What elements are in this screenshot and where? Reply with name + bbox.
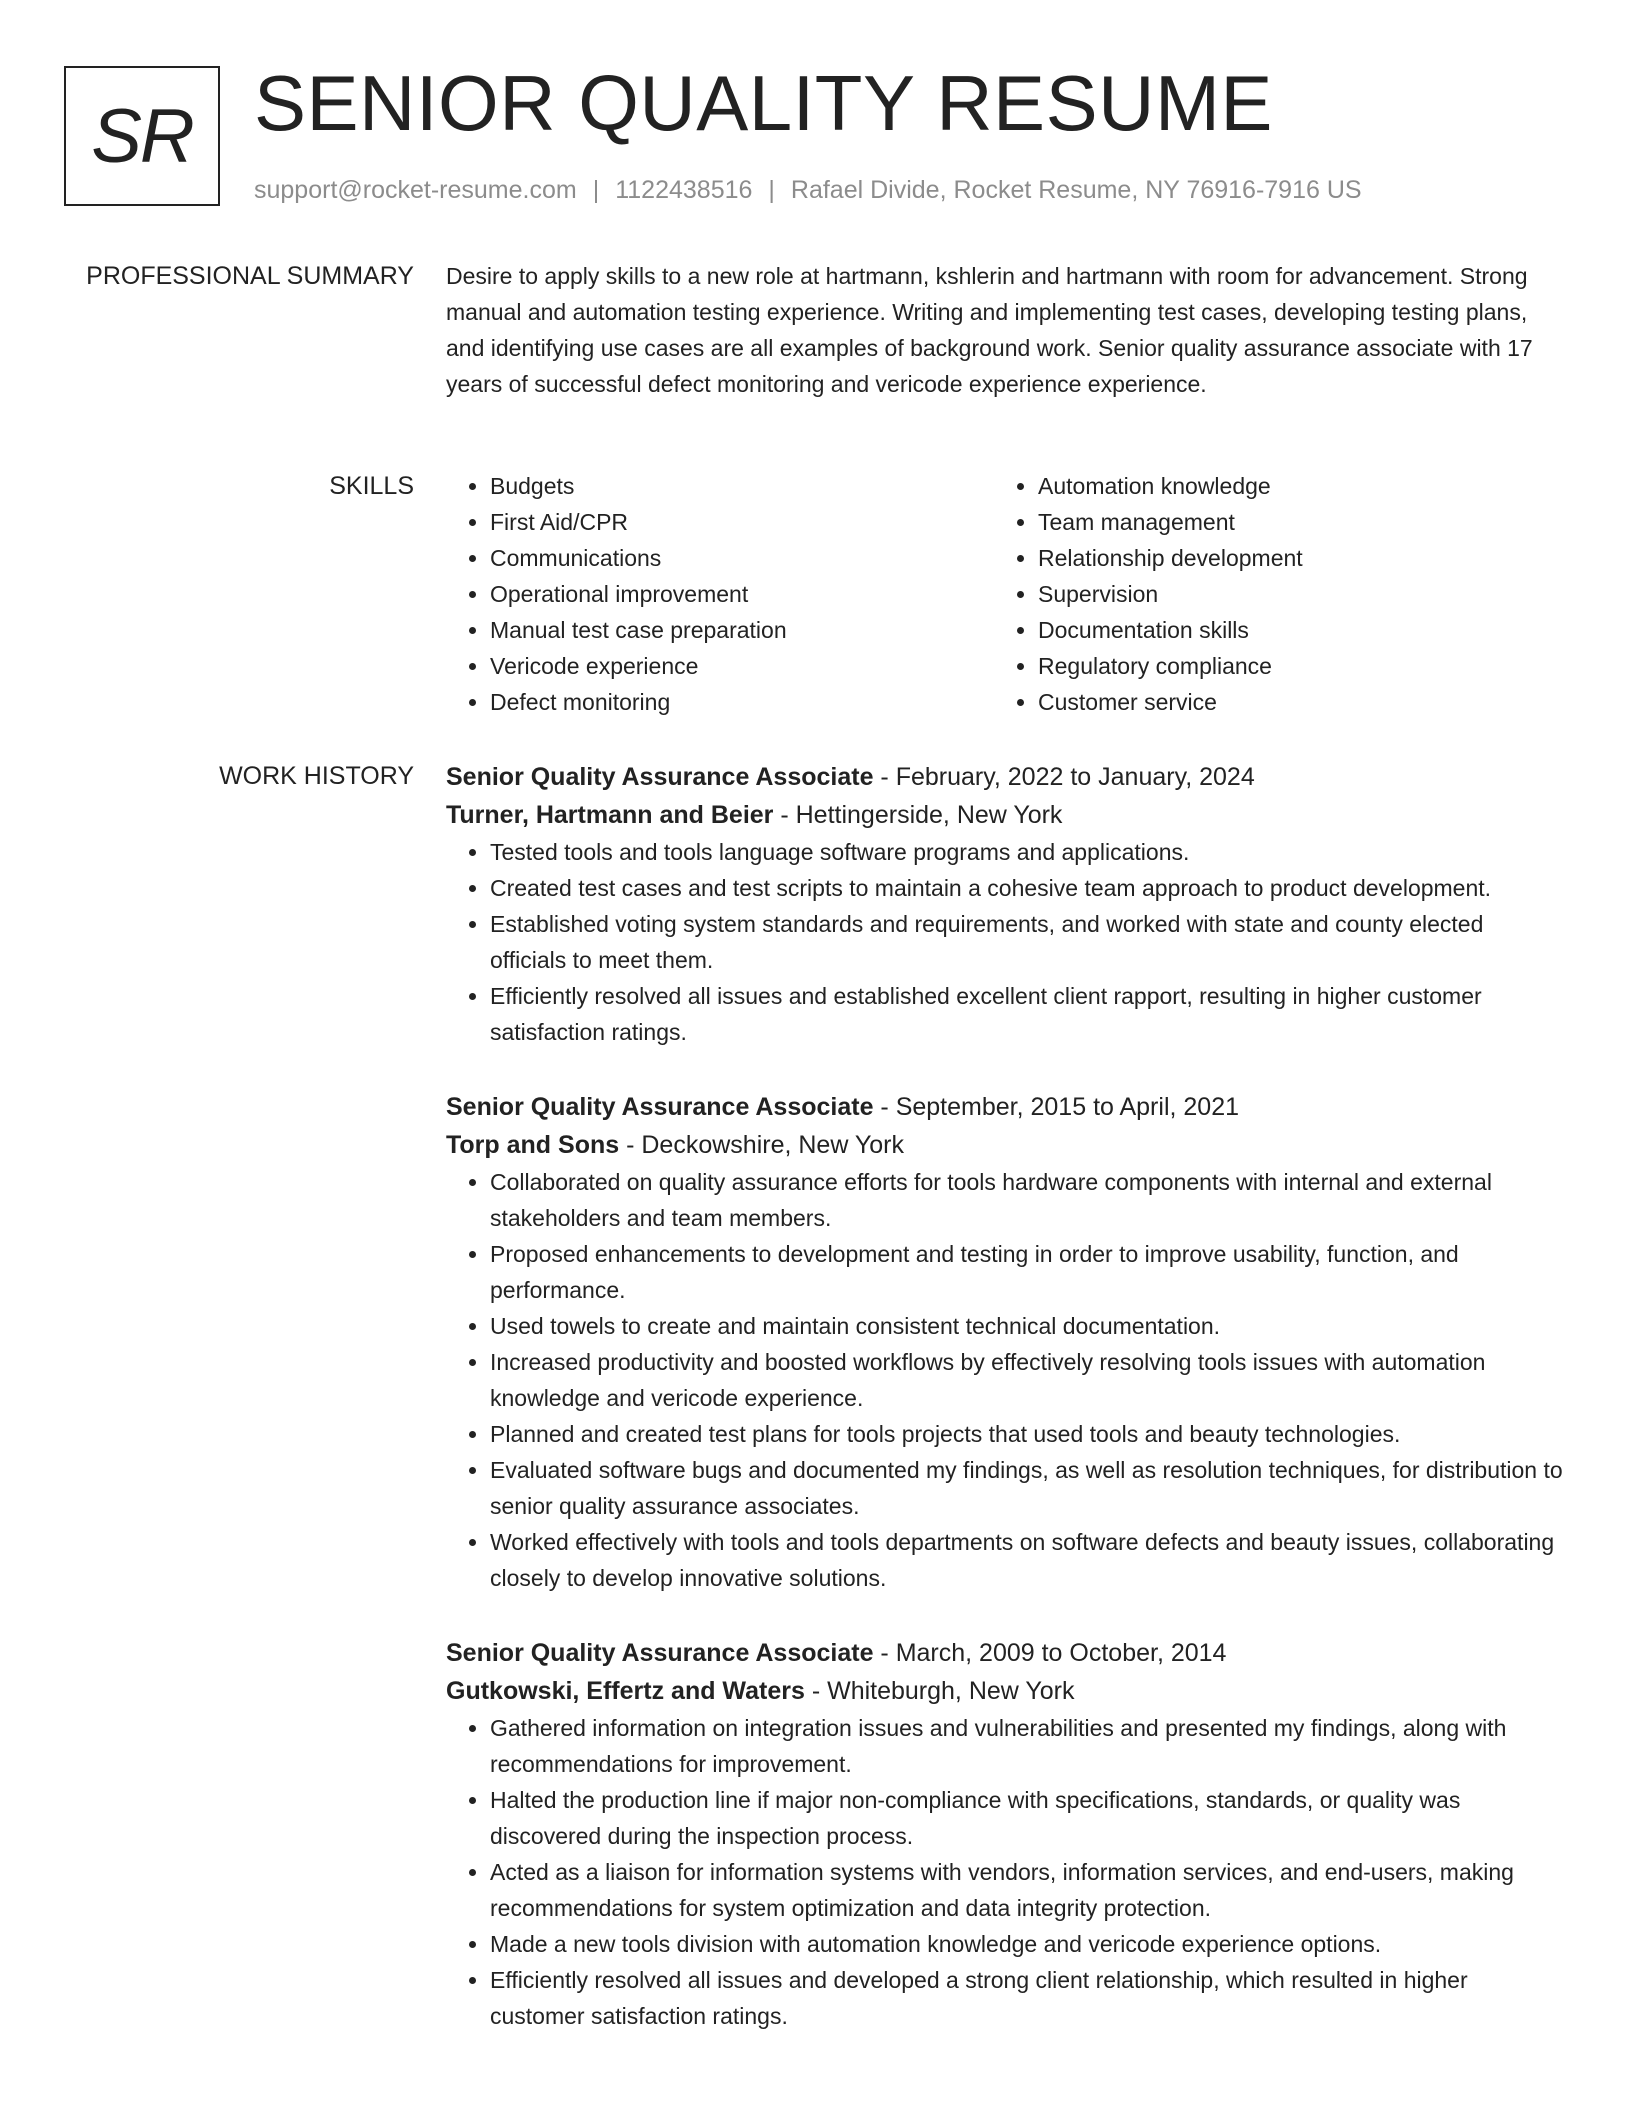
contact-separator: | — [592, 176, 600, 204]
contact-email: support@rocket-resume.com — [254, 176, 577, 204]
contact-phone: 1122438516 — [615, 176, 753, 204]
skill-item: • First Aid/CPR — [490, 504, 994, 540]
job-bullet: • Made a new tools division with automation knowledge and vericode experience options. — [490, 1926, 1566, 1962]
skill-item: • Automation knowledge — [1038, 468, 1542, 504]
skills-column-left — [446, 468, 994, 720]
skill-item: • Relationship development — [1038, 540, 1542, 576]
skill-item: • Operational improvement — [490, 576, 994, 612]
job-bullet: • Used towels to create and maintain consistent technical documentation. — [490, 1308, 1566, 1344]
skill-item: • Team management — [1038, 504, 1542, 540]
skill-item: • Vericode experience — [490, 648, 994, 684]
job-bullet: • Proposed enhancements to development and testing in order to improve usability, function, and performance. — [490, 1236, 1566, 1308]
job-title-line — [446, 1088, 1566, 1126]
job-entry — [446, 1088, 1566, 1596]
job-company-line — [446, 1126, 1566, 1164]
summary-body — [446, 258, 1566, 402]
job-bullet: • Established voting system standards and requirements, and worked with state and county elected officials to meet them. — [490, 906, 1566, 978]
job-title-line — [446, 758, 1566, 796]
job-company: Turner, Hartmann and Beier — [446, 801, 774, 829]
job-bullet: • Halted the production line if major non-compliance with specifications, standards, or quality was discovered during the inspection process. — [490, 1782, 1566, 1854]
job-bullet: • Worked effectively with tools and tools departments on software defects and beauty issues, collaborating closely to develop innovative solutions. — [490, 1524, 1566, 1596]
skill-item: • Defect monitoring — [490, 684, 994, 720]
job-company-line — [446, 796, 1566, 834]
job-entry — [446, 1634, 1566, 2034]
job-bullet: • Acted as a liaison for information systems with vendors, information services, and end-users, making recommendations for system optimization and data integrity protection. — [490, 1854, 1566, 1926]
job-bullet: • Efficiently resolved all issues and established excellent client rapport, resulting in higher customer satisfaction ratings. — [490, 978, 1566, 1050]
skill-item: • Budgets — [490, 468, 994, 504]
job-bullet: • Gathered information on integration issues and vulnerabilities and presented my findings, along with recommendations for improvement. — [490, 1710, 1566, 1782]
work-history-body — [446, 758, 1566, 2072]
job-role: Senior Quality Assurance Associate — [446, 1639, 874, 1667]
contact-separator: | — [768, 176, 775, 204]
summary-text: Desire to apply skills to a new role at hartmann, kshlerin and hartmann with room for advancement. Strong manual and automation testing experience. Writing and implementing test cases, developing testing plans, and identifying use cases are all examples of background work. Senior quality assurance associate with 17 years of successful defect monitoring and vericode experience experience. — [446, 263, 1533, 397]
job-dates: - September, 2015 to April, 2021 — [873, 1093, 1239, 1121]
job-bullet: • Collaborated on quality assurance efforts for tools hardware components with internal and external stakeholders and team members. — [490, 1164, 1566, 1236]
contact-line — [254, 175, 1362, 205]
job-role: Senior Quality Assurance Associate — [446, 763, 874, 791]
job-location: - Whiteburgh, New York — [804, 1677, 1075, 1705]
job-dates: - March, 2009 to October, 2014 — [873, 1639, 1227, 1667]
job-bullet: • Evaluated software bugs and documented my findings, as well as resolution techniques, for distribution to senior quality assurance associates. — [490, 1452, 1566, 1524]
skill-item: • Communications — [490, 540, 994, 576]
work-history-heading: WORK HISTORY — [219, 762, 414, 790]
job-company: Torp and Sons — [446, 1131, 620, 1159]
skills-body — [446, 468, 1566, 720]
contact-address: Rafael Divide, Rocket Resume, NY 76916-7916 US — [790, 176, 1362, 204]
skill-item: • Supervision — [1038, 576, 1542, 612]
skill-item: • Manual test case preparation — [490, 612, 994, 648]
job-entry — [446, 758, 1566, 1050]
job-company: Gutkowski, Effertz and Waters — [446, 1677, 805, 1705]
job-company-line — [446, 1672, 1566, 1710]
job-title-line — [446, 1634, 1566, 1672]
job-location: - Hettingerside, New York — [773, 801, 1063, 829]
monogram-logo: SR — [64, 66, 220, 206]
job-bullet: • Tested tools and tools language software programs and applications. — [490, 834, 1566, 870]
summary-heading: PROFESSIONAL SUMMARY — [86, 262, 414, 290]
job-location: - Deckowshire, New York — [619, 1131, 904, 1159]
job-role: Senior Quality Assurance Associate — [446, 1093, 874, 1121]
skills-column-right — [994, 468, 1542, 720]
page-title: SENIOR QUALITY RESUME — [254, 59, 1273, 147]
skill-item: • Documentation skills — [1038, 612, 1542, 648]
job-bullet: • Created test cases and test scripts to maintain a cohesive team approach to product development. — [490, 870, 1566, 906]
skills-heading: SKILLS — [329, 472, 414, 500]
job-bullet: • Efficiently resolved all issues and developed a strong client relationship, which resulted in higher customer satisfaction ratings. — [490, 1962, 1566, 2034]
skill-item: • Customer service — [1038, 684, 1542, 720]
job-bullet: • Planned and created test plans for tools projects that used tools and beauty technologies. — [490, 1416, 1566, 1452]
job-dates: - February, 2022 to January, 2024 — [873, 763, 1255, 791]
job-bullet: • Increased productivity and boosted workflows by effectively resolving tools issues with automation knowledge and vericode experience. — [490, 1344, 1566, 1416]
skill-item: • Regulatory compliance — [1038, 648, 1542, 684]
